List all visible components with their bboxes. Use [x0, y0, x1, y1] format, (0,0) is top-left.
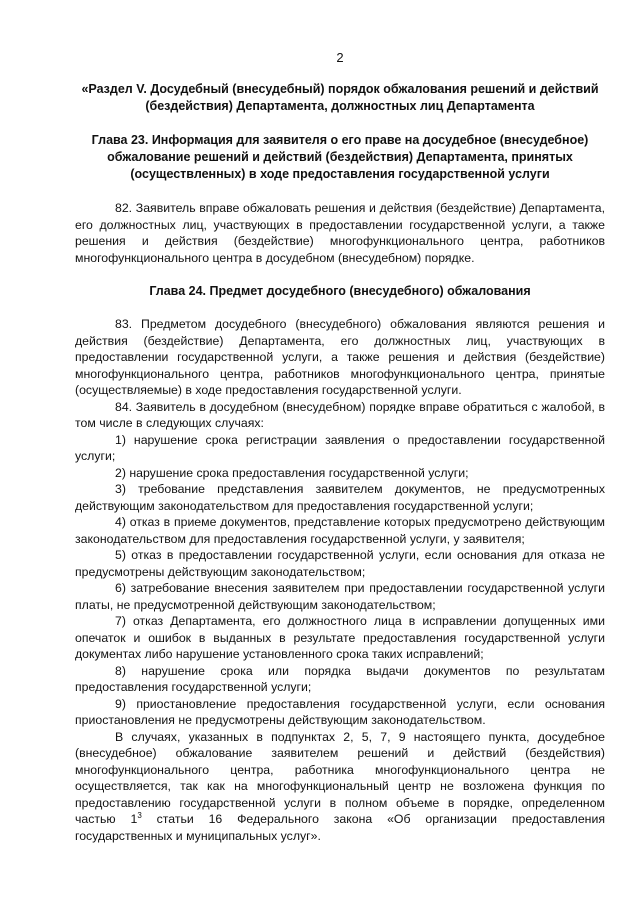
final-paragraph — [75, 729, 605, 845]
chapter-23-title: Глава 23. Информация для заявителя о его праве на досудебное (внесудебное) обжалование решений и действий (бездействия) Департамента, принятых (осуществленных) в ходе предоставления государственной услуги — [91, 133, 589, 181]
list-item-5: 5) отказ в предоставлении государственной услуги, если основания для отказа не предусмотрены действующим законодательством; — [75, 548, 605, 579]
list-item-8: 8) нарушение срока или порядка выдачи документов по результатам предоставления государственной услуги; — [75, 663, 605, 694]
list-item-2: 2) нарушение срока предоставления государственной услуги; — [115, 465, 469, 480]
document-page — [75, 50, 605, 844]
list-item-4: 4) отказ в приеме документов, представление которых предусмотрено действующим законодательством для предоставления государственной услуги, у заявителя; — [75, 515, 605, 546]
list-item-3: 3) требование представления заявителем документов, не предусмотренных действующим законодательством для предоставления государственной услуги; — [75, 482, 605, 513]
paragraph-83: 83. Предметом досудебного (внесудебного) обжалования являются решения и действия (бездействие) Департамента, его должностных лиц, участвующих в предоставлении государственной услуги, а также решения и действия (бездействие) многофункционального центра, работников многофункционального центра, принятые (осуществляемые) в ходе предоставления государственной услуги. — [75, 317, 605, 397]
paragraph-82: 82. Заявитель вправе обжаловать решения и действия (бездействие) Департамента, его должностных лиц, участвующих в предоставлении государственной услуги, а также решения и действия (бездействие) многофункционального центра, работников многофункционального центра в досудебном (внесудебном) порядке. — [75, 201, 605, 265]
chapter-24-body — [75, 316, 605, 844]
paragraph-84: 84. Заявитель в досудебном (внесудебном) порядке вправе обратиться с жалобой, в том числе в следующих случаях: — [75, 399, 605, 430]
list-item-9: 9) приостановление предоставления государственной услуги, если основания приостановления не предусмотрены действующим законодательством. — [75, 696, 605, 727]
chapter-24-title: Глава 24. Предмет досудебного (внесудебного) обжалования — [149, 284, 531, 298]
list-item-6: 6) затребование внесения заявителем при предоставлении государственной услуги платы, не предусмотренной действующим законодательством; — [75, 581, 605, 612]
final-paragraph-text: В случаях, указанных в подпунктах 2, 5, 7, 9 настоящего пункта, досудебное (внесудебное) обжалование заявителем решений и действий (бездействия) многофункционального центра, работника многофункционального центра не осуществляется, так как на многофункциональный центр не возложена функция по предоставлению государственной услуги в полном объеме в порядке, определенном частью 1 — [75, 729, 605, 826]
list-item-1: 1) нарушение срока регистрации заявления о предоставлении государственной услуги; — [75, 432, 605, 463]
list-item-7: 7) отказ Департамента, его должностного лица в исправлении допущенных ими опечаток и ошибок в выданных в результате предоставления государственной услуги документах либо нарушение установленного срока таких исправлений; — [75, 614, 605, 661]
superscript-3: 3 — [137, 810, 142, 820]
section-title: «Раздел V. Досудебный (внесудебный) порядок обжалования решений и действий (бездействия) Департамента, должностных лиц Департамента — [81, 82, 599, 113]
chapter-23-body — [75, 200, 605, 266]
page-number: 2 — [336, 50, 344, 65]
final-paragraph-tail: статьи 16 Федерального закона «Об организации предоставления государственных и муниципальных услуг». — [75, 812, 605, 843]
